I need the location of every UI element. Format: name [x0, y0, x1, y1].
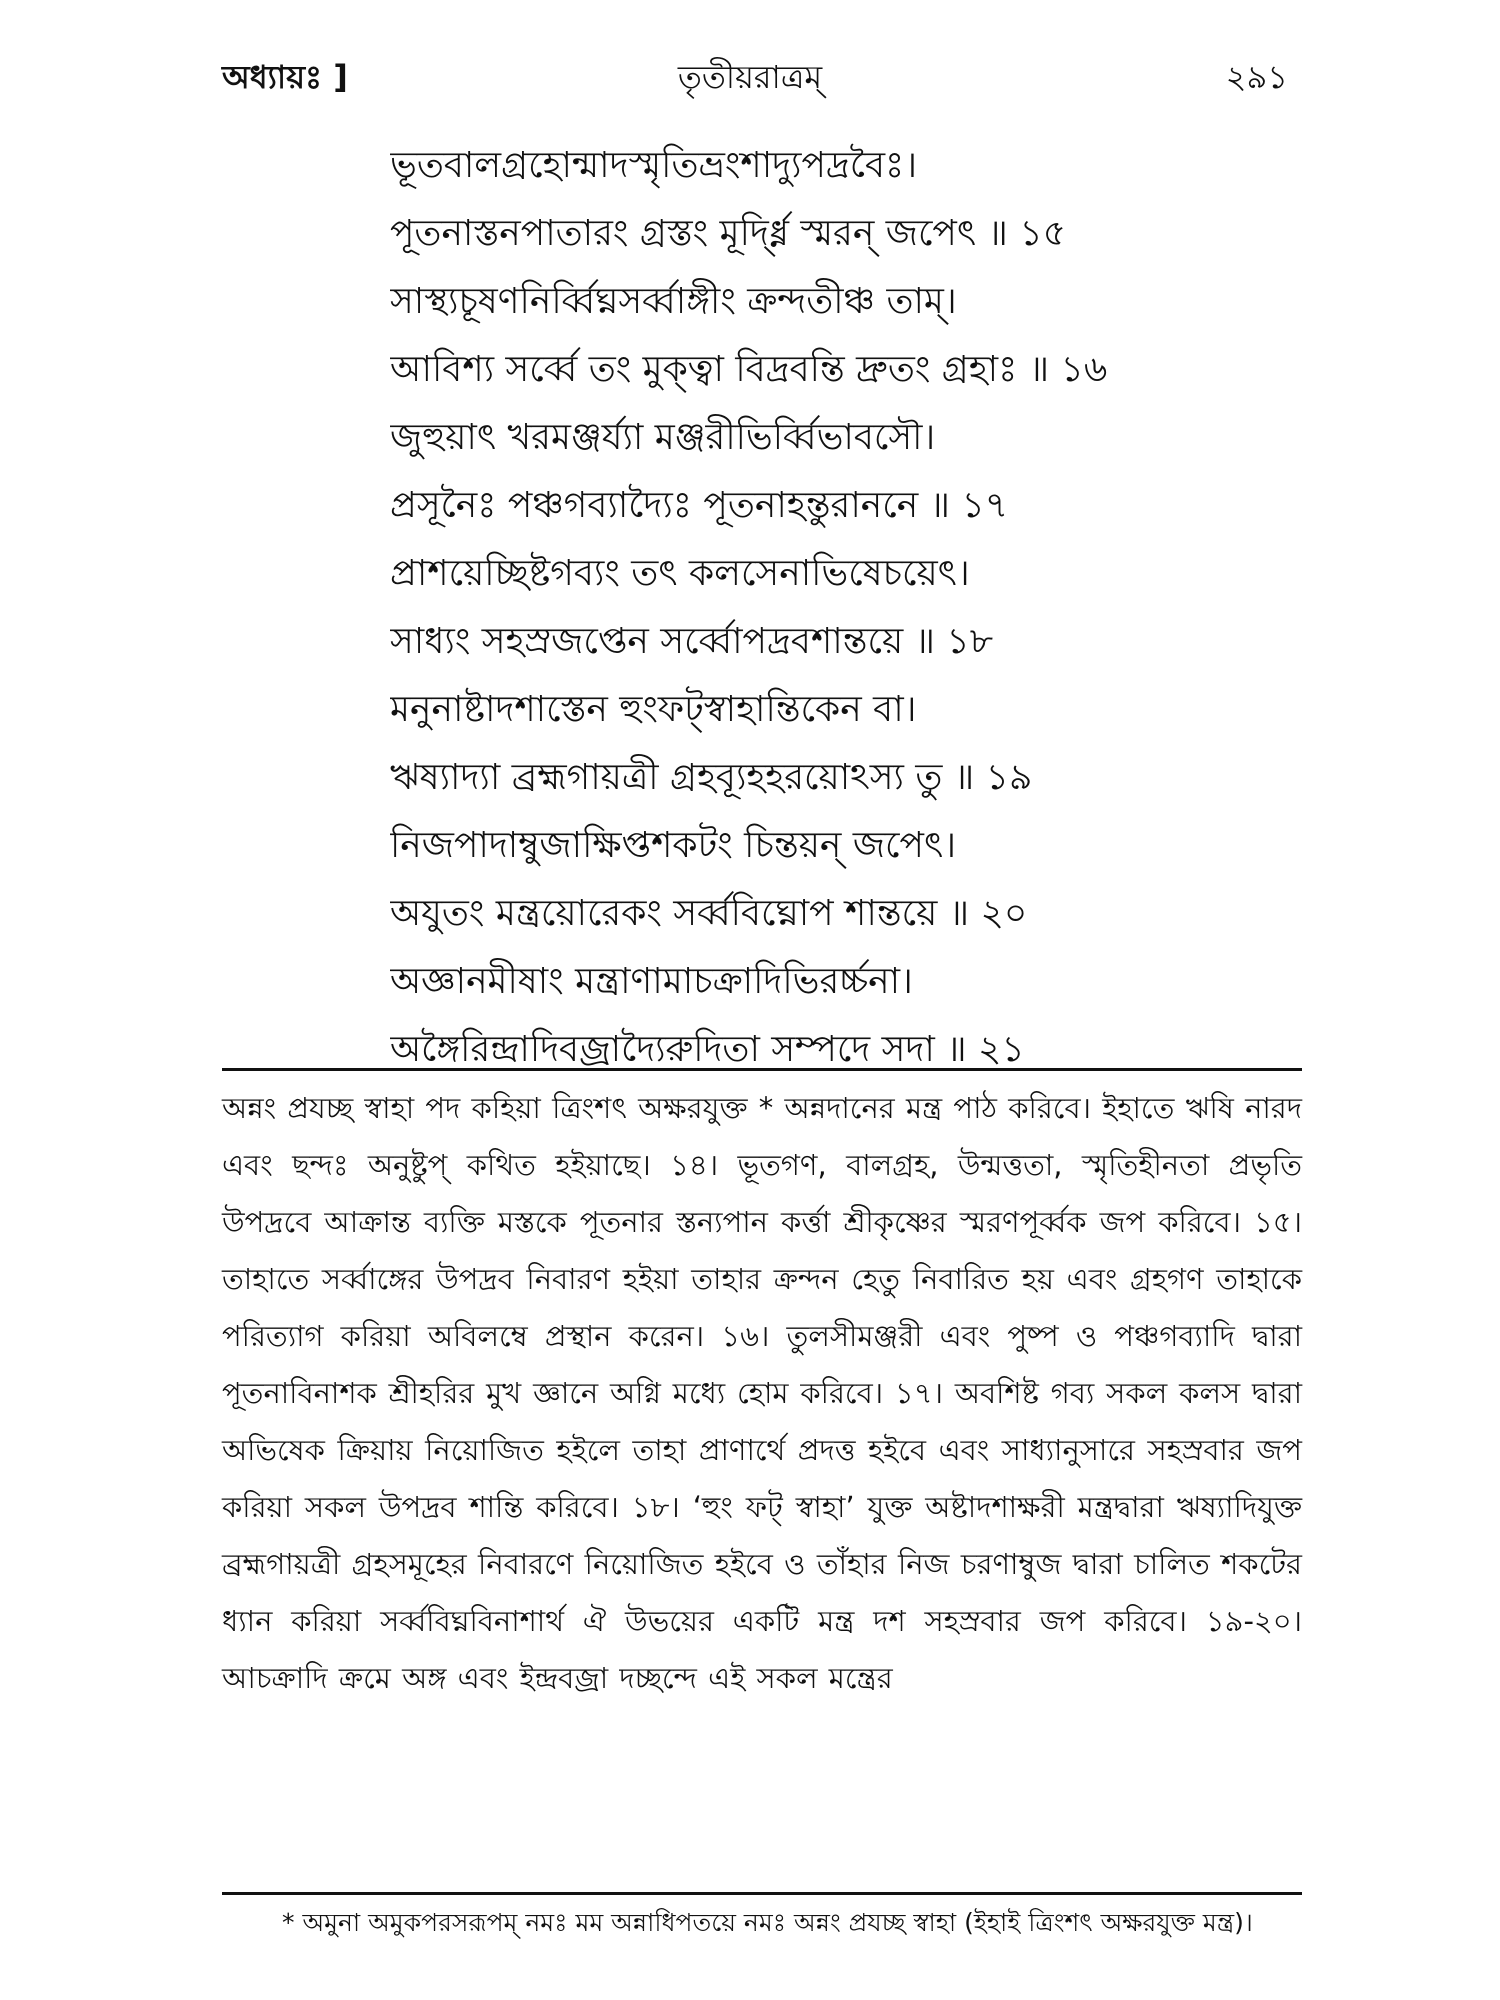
- verse-line: সাধ্যং সহস্রজপ্তেন সর্ব্বোপদ্রবশান্তয়ে ॥ ১৮: [390, 621, 994, 662]
- chapter-label: অধ্যায়ঃ ]: [222, 58, 348, 96]
- verse-line: ভূতবালগ্রহোন্মাদস্মৃতিভ্রংশাদ্যুপদ্রবৈঃ।: [390, 145, 918, 186]
- verse-line: ঋষ্যাদ্যা ব্রহ্মগায়ত্রী গ্রহব্যূহহরয়োঽস্য তু ॥ ১৯: [390, 757, 1033, 798]
- footnote: * অমুনা অমুকপরসরূপম্‌ নমঃ মম অন্নাধিপতয়ে নমঃ অন্নং প্রযচ্ছ স্বাহা (ইহাই ত্রিংশৎ অক্ষরযুক্ত মন্ত্র)।: [282, 1908, 1253, 1937]
- verse-line: প্রাশয়েচ্ছিষ্টগব্যং তৎ কলসেনাভিষেচয়েৎ।: [390, 553, 970, 594]
- verse-line: প্রসূনৈঃ পঞ্চগব্যাদ্যৈঃ পূতনাহন্তুরাননে ॥ ১৭: [390, 485, 1009, 526]
- verse-line: সাস্থ্যচূষণনির্ব্বিঘ্নসর্ব্বাঙ্গীং ক্রন্দতীঞ্চ তাম্‌।: [390, 281, 957, 322]
- footnote-divider: [222, 1892, 1302, 1895]
- verse-line: অযুতং মন্ত্রয়োরেকং সর্ব্ববিঘ্নোপ শান্তয়ে ॥ ২০: [390, 893, 1028, 934]
- verse-line: অঙ্গৈরিন্দ্রাদিবজ্রাদ্যৈরুদিতা সম্পদে সদা ॥ ২১: [390, 1029, 1025, 1070]
- commentary-paragraph: অন্নং প্রযচ্ছ স্বাহা পদ কহিয়া ত্রিংশৎ অক্ষরযুক্ত * অন্নদানের মন্ত্র পাঠ করিবে। ইহাতে ঋষি নারদ এবং ছন্দঃ অনুষ্টুপ্‌ কথিত হইয়াছে। ১৪। ভূতগণ, বালগ্রহ, উন্মত্ততা, স্মৃতিহীনতা প্রভৃতি উপদ্রবে আক্রান্ত ব্যক্তি মস্তকে পূতনার স্তন্যপান কর্ত্তা শ্রীকৃষ্ণের স্মরণপূর্ব্বক জপ করিবে। ১৫। তাহাতে সর্ব্বাঙ্গের উপদ্রব নিবারণ হইয়া তাহার ক্রন্দন হেতু নিবারিত হয় এবং গ্রহগণ তাহাকে পরিত্যাগ করিয়া অবিলম্বে প্রস্থান করেন। ১৬। তুলসীমঞ্জরী এবং পুষ্প ও পঞ্চগব্যাদি দ্বারা পূতনাবিনাশক শ্রীহরির মুখ জ্ঞানে অগ্নি মধ্যে হোম করিবে। ১৭। অবশিষ্ট গব্য সকল কলস দ্বারা অভিষেক ক্রিয়ায় নিয়োজিত হইলে তাহা প্রাণার্থে প্রদত্ত হইবে এবং সাধ্যানুসারে সহস্রবার জপ করিয়া সকল উপদ্রব শান্তি করিবে। ১৮। ‘হুং ফট্‌ স্বাহা’ যুক্ত অষ্টাদশাক্ষরী মন্ত্রদ্বারা ঋষ্যাদিযুক্ত ব্রহ্মগায়ত্রী গ্রহসমূহের নিবারণে নিয়োজিত হইবে ও তাঁহার নিজ চরণাম্বুজ দ্বারা চালিত শকটের ধ্যান করিয়া সর্ব্ববিঘ্নবিনাশার্থ ঐ উভয়ের একটি মন্ত্র দশ সহস্রবার জপ করিবে। ১৯-২০। আচক্রাদি ক্রমে অঙ্গ এবং ইন্দ্রবজ্রা দচ্ছন্দে এই সকল মন্ত্রের: [222, 1091, 1302, 1695]
- verse-line: মনুনাষ্টাদশাস্তেন হুংফট্‌স্বাহান্তিকেন বা।: [390, 689, 917, 730]
- page-number: ২৯১: [1225, 58, 1288, 96]
- running-title: তৃতীয়রাত্রম্‌: [677, 58, 823, 96]
- verse-line: অজ্ঞানমীষাং মন্ত্রাণামাচক্রাদিভিরর্চ্চনা।: [390, 961, 913, 1002]
- verse-line: পূতনাস্তনপাতারং গ্রস্তং মূর্দ্ধ্নি স্মরন্‌ জপেৎ ॥ ১৫: [390, 213, 1067, 254]
- section-divider: [222, 1068, 1302, 1071]
- verse-block: [390, 132, 1320, 1084]
- verse-line: নিজপাদাম্বুজাক্ষিপ্তশকটং চিন্তয়ন্‌ জপেৎ।: [390, 825, 957, 866]
- verse-line: জুহুয়াৎ খরমঞ্জর্য্যা মঞ্জরীভির্ব্বিভাবসৌ।: [390, 417, 936, 458]
- verse-line: আবিশ্য সর্ব্বে তং মুক্ত্বা বিদ্রবন্তি দ্রুতং গ্রহাঃ ॥ ১৬: [390, 349, 1108, 390]
